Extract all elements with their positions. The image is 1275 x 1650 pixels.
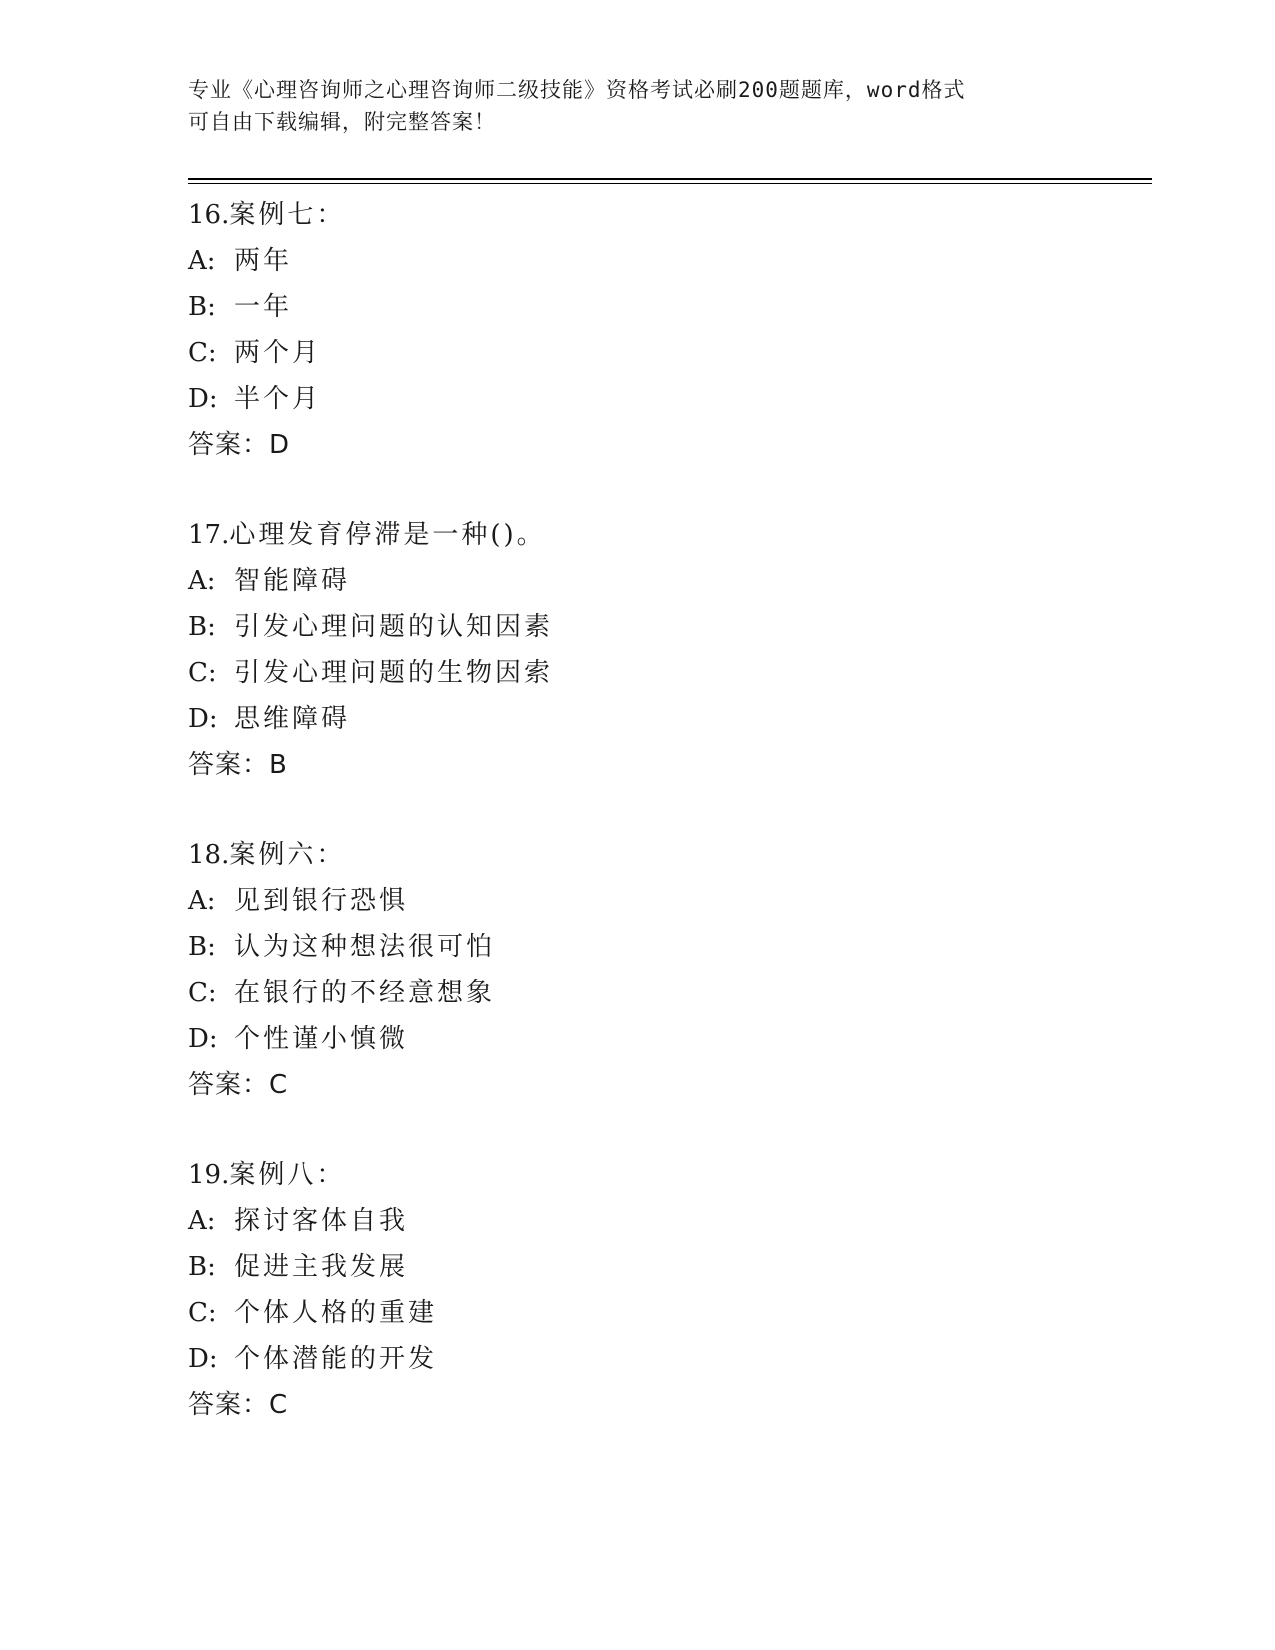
option-text: 智能障碍 xyxy=(234,566,351,596)
question-gap xyxy=(188,468,1148,512)
option-text: 引发心理问题的认知因素 xyxy=(234,612,554,642)
option-text: 两年 xyxy=(234,246,293,276)
option-b xyxy=(188,604,1148,650)
option-key: D: xyxy=(188,704,218,734)
option-key: A: xyxy=(188,566,216,596)
option-text: 探讨客体自我 xyxy=(234,1206,409,1236)
option-key: C: xyxy=(188,658,217,688)
answer-label: 答案： xyxy=(188,1070,270,1100)
question-gap xyxy=(188,788,1148,832)
answer-line xyxy=(188,1382,1148,1428)
option-d xyxy=(188,376,1148,422)
option-key: D: xyxy=(188,1344,218,1374)
option-c xyxy=(188,330,1148,376)
option-key: A: xyxy=(188,246,216,276)
option-c xyxy=(188,650,1148,696)
answer-value: C xyxy=(269,1390,289,1420)
option-text: 见到银行恐惧 xyxy=(234,886,409,916)
question-list xyxy=(188,192,1148,1428)
option-text: 个体人格的重建 xyxy=(234,1298,438,1328)
question-16 xyxy=(188,192,1148,468)
question-17 xyxy=(188,512,1148,788)
option-b xyxy=(188,1244,1148,1290)
question-number: 16. xyxy=(188,200,230,230)
answer-label: 答案： xyxy=(188,750,270,780)
answer-label: 答案： xyxy=(188,430,270,460)
question-stem xyxy=(188,192,1148,238)
option-text: 促进主我发展 xyxy=(234,1252,409,1282)
question-stem xyxy=(188,512,1148,558)
option-text: 思维障碍 xyxy=(234,704,351,734)
option-key: B: xyxy=(188,1252,216,1282)
answer-line xyxy=(188,742,1148,788)
question-text: 心理发育停滞是一种()。 xyxy=(229,520,546,550)
option-b xyxy=(188,284,1148,330)
answer-line xyxy=(188,422,1148,468)
header-line-2: 可自由下载编辑，附完整答案！ xyxy=(188,110,496,134)
option-d xyxy=(188,1016,1148,1062)
option-a xyxy=(188,878,1148,924)
question-number: 17. xyxy=(188,520,230,550)
answer-value: C xyxy=(269,1070,289,1100)
option-key: D: xyxy=(188,1024,218,1054)
option-text: 认为这种想法很可怕 xyxy=(234,932,496,962)
header-divider xyxy=(188,178,1152,184)
option-a xyxy=(188,558,1148,604)
option-text: 两个月 xyxy=(234,338,322,368)
option-text: 在银行的不经意想象 xyxy=(234,978,496,1008)
option-key: D: xyxy=(188,384,218,414)
option-key: B: xyxy=(188,292,216,322)
option-text: 一年 xyxy=(234,292,293,322)
document-header xyxy=(188,74,1068,138)
question-18 xyxy=(188,832,1148,1108)
answer-line xyxy=(188,1062,1148,1108)
question-stem xyxy=(188,832,1148,878)
question-gap xyxy=(188,1108,1148,1152)
option-c xyxy=(188,1290,1148,1336)
header-line-1: 专业《心理咨询师之心理咨询师二级技能》资格考试必刷200题题库，word格式 xyxy=(188,78,966,102)
option-text: 引发心理问题的生物因索 xyxy=(234,658,554,688)
question-number: 18. xyxy=(188,840,230,870)
option-text: 个体潜能的开发 xyxy=(234,1344,438,1374)
option-text: 个性谨小慎微 xyxy=(234,1024,409,1054)
option-key: C: xyxy=(188,1298,217,1328)
question-text: 案例七： xyxy=(229,200,346,230)
option-key: B: xyxy=(188,612,216,642)
divider-thin xyxy=(188,183,1152,184)
question-text: 案例六： xyxy=(229,840,346,870)
answer-label: 答案： xyxy=(188,1390,270,1420)
option-key: A: xyxy=(188,886,216,916)
question-number: 19. xyxy=(188,1160,230,1190)
option-a xyxy=(188,1198,1148,1244)
option-key: C: xyxy=(188,338,217,368)
option-b xyxy=(188,924,1148,970)
answer-value: D xyxy=(269,430,291,460)
option-c xyxy=(188,970,1148,1016)
option-a xyxy=(188,238,1148,284)
option-d xyxy=(188,1336,1148,1382)
divider-thick xyxy=(188,178,1152,180)
option-key: C: xyxy=(188,978,217,1008)
option-key: B: xyxy=(188,932,216,962)
question-stem xyxy=(188,1152,1148,1198)
question-19 xyxy=(188,1152,1148,1428)
answer-value: B xyxy=(269,750,288,780)
question-text: 案例八： xyxy=(229,1160,346,1190)
option-text: 半个月 xyxy=(234,384,322,414)
option-key: A: xyxy=(188,1206,216,1236)
option-d xyxy=(188,696,1148,742)
